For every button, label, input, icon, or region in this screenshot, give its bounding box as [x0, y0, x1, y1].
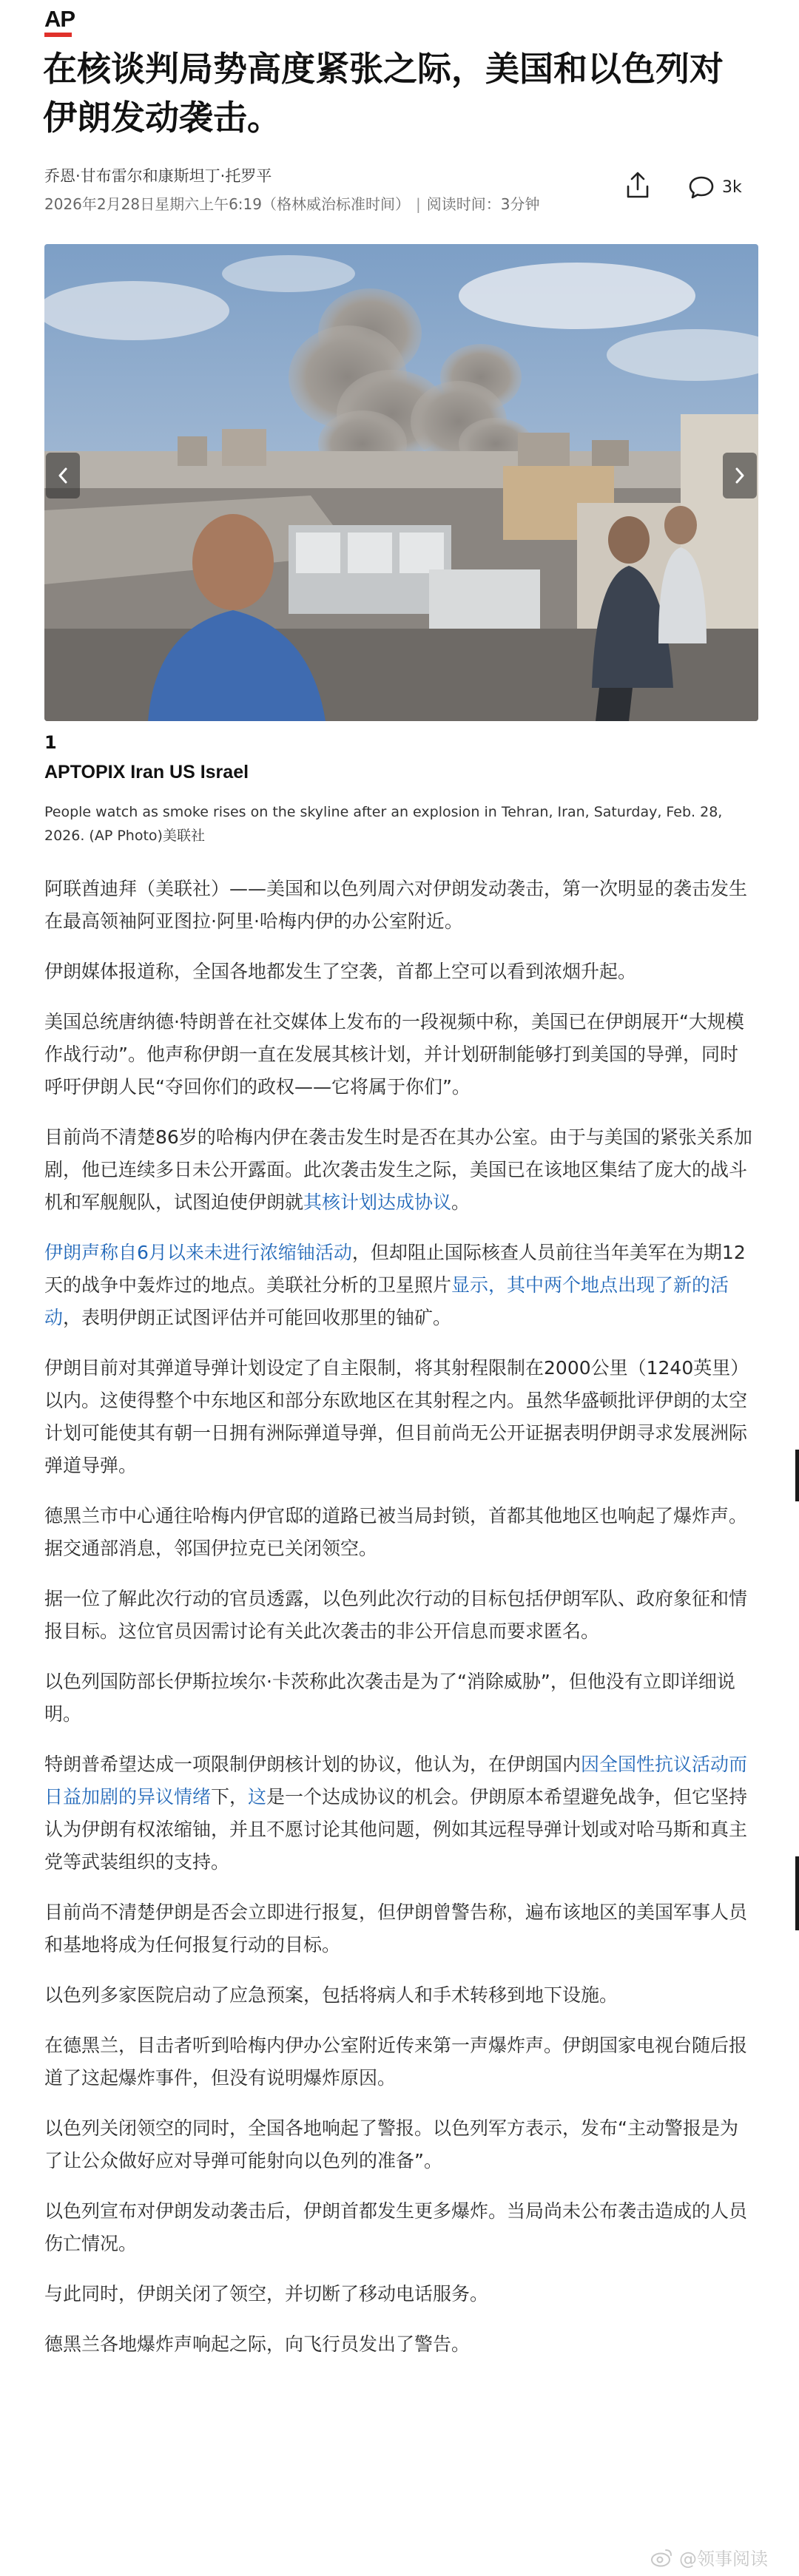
article-paragraph	[44, 2029, 755, 2095]
article-paragraph	[44, 956, 755, 988]
comment-count: 3k	[722, 178, 742, 197]
paragraph-text: 据一位了解此次行动的官员透露，以色列此次行动的目标包括伊朗军队、政府象征和情报目标。这位官员因需讨论有关此次袭击的非公开信息而要求匿名。	[44, 1588, 748, 1642]
paragraph-text: 以色列多家医院启动了应急预案，包括将病人和手术转移到地下设施。	[44, 1984, 618, 2006]
gallery-photo	[44, 244, 758, 721]
article-paragraph	[44, 1979, 755, 2012]
paragraph-text: 特朗普希望达成一项限制伊朗核计划的协议，他认为，在伊朗国内	[44, 1754, 581, 1775]
share-button[interactable]	[621, 169, 654, 201]
comments-button[interactable]	[688, 175, 742, 200]
photo-caption: People watch as smoke rises on the skyline after an explosion in Tehran, Iran, Saturday, Feb. 28, 2026. (AP Photo)美联社	[44, 804, 723, 844]
weibo-icon	[651, 2548, 673, 2567]
paragraph-text: 目前尚不清楚86岁的哈梅内伊在袭击发生时是否在其办公室。由于与美国的紧张关系加剧，他已连续多日未公开露面。此次袭击发生之际，美国已在该地区集结了庞大的战斗机和军舰舰队，试图迫使伊朗就	[44, 1126, 752, 1213]
chevron-right-icon	[732, 465, 747, 486]
paragraph-text: ，但却阻止国际核查人员前往当年美军在为期12天的战争中轰炸过的地点。美联社分析的卫星照片	[44, 1242, 746, 1296]
article-paragraph	[44, 873, 755, 938]
paragraph-text: 德黑兰各地爆炸声响起之际，向飞行员发出了警告。	[44, 2333, 471, 2355]
article-paragraph	[44, 2278, 755, 2310]
paragraph-text: 与此同时，伊朗关闭了领空，并切断了移动电话服务。	[44, 2283, 489, 2305]
article-body	[44, 873, 755, 2379]
article-paragraph	[44, 1748, 755, 1879]
logo-accent-bar	[44, 33, 72, 37]
paragraph-text: 以色列国防部长伊斯拉埃尔·卡茨称此次袭击是为了“消除威胁”，但他没有立即详细说明。	[44, 1671, 735, 1725]
photo-gallery[interactable]	[44, 244, 758, 721]
paragraph-text: 伊朗目前对其弹道导弹计划设定了自主限制，将其射程限制在2000公里（1240英里）以内。这使得整个中东地区和部分东欧地区在其射程之内。虽然华盛顿批评伊朗的太空计划可能使其有朝一日拥有洲际弹道导弹，但目前尚无公开证据表明伊朗寻求发展洲际弹道导弹。	[44, 1357, 749, 1476]
article-paragraph	[44, 1583, 755, 1648]
paragraph-text: 阿联酋迪拜（美联社）——美国和以色列周六对伊朗发动袭击，第一次明显的袭击发生在最高领袖阿亚图拉·阿里·哈梅内伊的办公室附近。	[44, 878, 748, 932]
article-paragraph	[44, 1500, 755, 1565]
gallery-slide-number: 1	[44, 732, 57, 753]
watermark-text: @领事阅读	[679, 2549, 768, 2569]
dateline	[44, 192, 539, 214]
article-paragraph	[44, 1006, 755, 1103]
gallery-next-button[interactable]	[723, 453, 757, 498]
chevron-left-icon	[55, 465, 70, 486]
paragraph-text: 以色列宣布对伊朗发动袭击后，伊朗首都发生更多爆炸。当局尚未公布袭击造成的人员伤亡情况。	[44, 2200, 748, 2254]
paragraph-text: ，表明伊朗正试图评估并可能回收那里的铀矿。	[63, 1307, 452, 1328]
article-paragraph	[44, 1237, 755, 1334]
inline-link[interactable]: 其核计划达成协议	[303, 1191, 452, 1213]
byline[interactable]: 乔恩·甘布雷尔和康斯坦丁·托罗平	[44, 167, 272, 185]
paragraph-text: 在德黑兰，目击者听到哈梅内伊办公室附近传来第一声爆炸声。伊朗国家电视台随后报道了这起爆炸事件，但没有说明爆炸原因。	[44, 2035, 748, 2089]
comment-icon	[688, 175, 715, 199]
inline-link[interactable]: 因全国性抗议活动而日益加剧的异议情绪	[44, 1754, 748, 1808]
inline-link[interactable]: 伊朗声称自6月以来未进行浓缩铀活动	[44, 1242, 352, 1263]
share-icon	[621, 169, 654, 201]
dateline-separator: |	[415, 195, 421, 213]
ap-logo[interactable]: AP	[44, 6, 75, 32]
paragraph-text: 是一个达成协议的机会。伊朗原本希望避免战争，但它坚持认为伊朗有权浓缩铀，并且不愿讨论其他问题，例如其远程导弹计划或对哈马斯和真主党等武装组织的支持。	[44, 1786, 748, 1873]
inline-link[interactable]: 显示，其中两个地点出现了新的活动	[44, 1274, 729, 1328]
publish-date: 2026年2月28日星期六上午6:19（格林威治标准时间）	[44, 195, 410, 213]
paragraph-text: 德黑兰市中心通往哈梅内伊官邸的道路已被当局封锁，首都其他地区也响起了爆炸声。据交通部消息，邻国伊拉克已关闭领空。	[44, 1505, 748, 1559]
paragraph-text: 下，	[211, 1786, 249, 1808]
paragraph-text: 美国总统唐纳德·特朗普在社交媒体上发布的一段视频中称，美国已在伊朗展开“大规模作战行动”。他声称伊朗一直在发展其核计划，并计划研制能够打到美国的导弹，同时呼吁伊朗人民“夺回你们的政权——它将属于你们”。	[44, 1011, 744, 1098]
read-time: 阅读时间：3分钟	[426, 195, 540, 213]
article-paragraph	[44, 2195, 755, 2260]
scroll-indicator	[795, 1856, 799, 1930]
scroll-indicator	[795, 1450, 799, 1501]
gallery-prev-button[interactable]	[46, 453, 80, 498]
watermark	[651, 2544, 768, 2570]
article-paragraph	[44, 1666, 755, 1731]
article-paragraph	[44, 2112, 755, 2177]
paragraph-text: 伊朗媒体报道称，全国各地都发生了空袭，首都上空可以看到浓烟升起。	[44, 961, 637, 982]
article-paragraph	[44, 1896, 755, 1961]
paragraph-text: 目前尚不清楚伊朗是否会立即进行报复，但伊朗曾警告称，遍布该地区的美国军事人员和基地将成为任何报复行动的目标。	[44, 1901, 748, 1955]
article-paragraph	[44, 1352, 755, 1482]
paragraph-text: 。	[451, 1191, 471, 1213]
article-headline: 在核谈判局势高度紧张之际，美国和以色列对伊朗发动袭击。	[43, 49, 724, 138]
photo-title: APTOPIX Iran US Israel	[44, 762, 249, 782]
article-paragraph	[44, 1121, 755, 1219]
article-paragraph	[44, 2328, 755, 2361]
inline-link[interactable]: 这	[248, 1786, 267, 1808]
paragraph-text: 以色列关闭领空的同时，全国各地响起了警报。以色列军方表示，发布“主动警报是为了让公众做好应对导弹可能射向以色列的准备”。	[44, 2117, 738, 2171]
